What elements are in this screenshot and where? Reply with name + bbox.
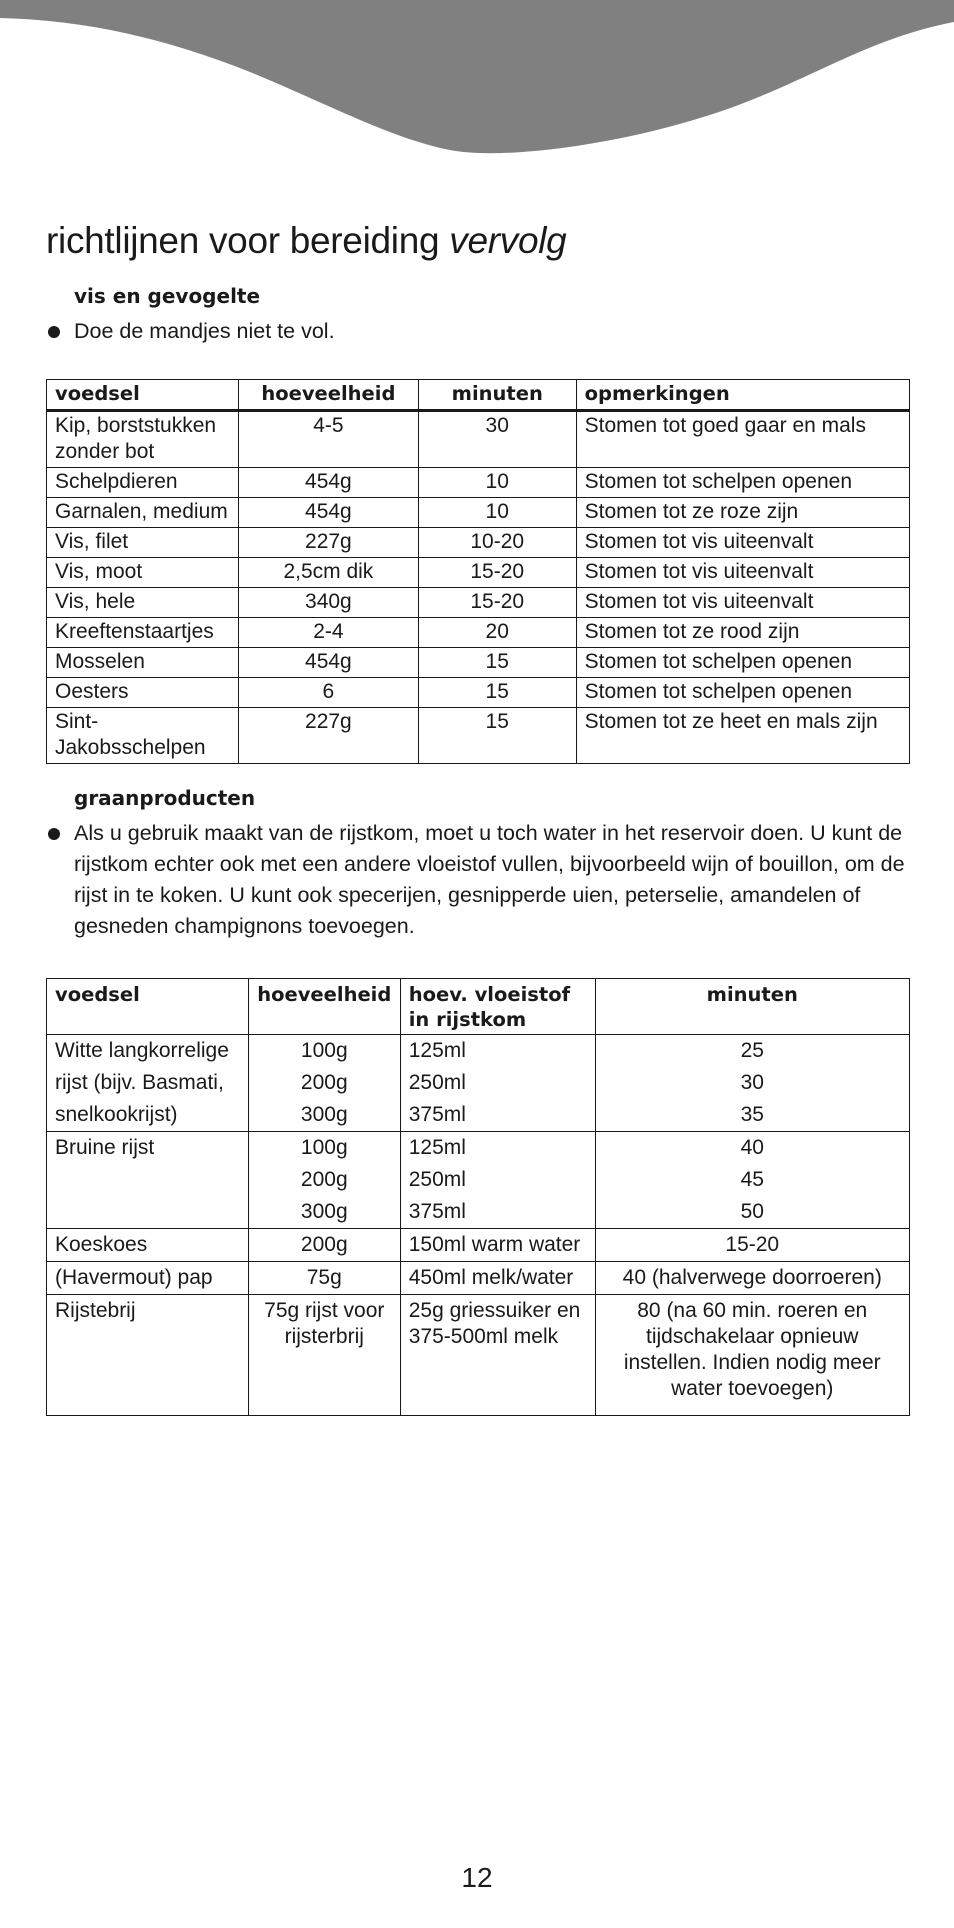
grain-table (46, 978, 910, 1416)
minutes-cell (595, 1035, 910, 1132)
liquid-value: 250ml (408, 1168, 466, 1191)
table-row (47, 708, 910, 764)
liquid-value: 125ml (408, 1039, 466, 1062)
column-header: minuten (595, 979, 910, 1035)
liquid-cell (400, 1132, 595, 1229)
amount-cell: 200g (248, 1229, 400, 1262)
amount-cell (248, 1132, 400, 1229)
grain-bullet-text: Als u gebruik maakt van de rijstkom, moet u toch water in het reservoir doen. U kunt de rijstkom echter ook met een andere vloeistof vullen, bijvoorbeeld wijn of bouillon, om de rijst in te koken. U kunt ook specerijen, gesnipperde uien, peterselie, amandelen of gesneden champignons toevoegen. (74, 821, 905, 938)
column-header: opmerkingen (576, 380, 909, 411)
fish-table (46, 379, 910, 764)
minutes-value: 30 (740, 1071, 764, 1094)
table-header-row (47, 380, 910, 411)
minutes-cell: 15 (418, 648, 576, 678)
amount-cell: 227g (238, 528, 418, 558)
column-header: minuten (418, 380, 576, 411)
table-row (47, 648, 910, 678)
column-header: hoev. vloeistof in rijstkom (400, 979, 595, 1035)
amount-cell: 454g (238, 468, 418, 498)
minutes-cell: 30 (418, 411, 576, 468)
fish-section-heading: vis en gevogelte (74, 284, 261, 308)
minutes-cell: 10-20 (418, 528, 576, 558)
column-header: hoeveelheid (248, 979, 400, 1035)
minutes-cell: 10 (418, 498, 576, 528)
amount-cell: 4-5 (238, 411, 418, 468)
table-row (47, 528, 910, 558)
table-row (47, 1262, 910, 1295)
amount-cell: 454g (238, 498, 418, 528)
liquid-cell: 450ml melk/water (400, 1262, 595, 1295)
table-row (47, 618, 910, 648)
liquid-value: 375ml (408, 1200, 466, 1223)
table-row (47, 1132, 910, 1229)
table-row (47, 678, 910, 708)
amount-value: 300g (300, 1200, 348, 1223)
amount-cell: 340g (238, 588, 418, 618)
remarks-cell: Stomen tot vis uiteenvalt (576, 588, 909, 618)
remarks-cell: Stomen tot goed gaar en mals (576, 411, 909, 468)
minutes-cell (595, 1132, 910, 1229)
minutes-cell: 80 (na 60 min. roeren en tijdschakelaar opnieuw instellen. Indien nodig meer water toevoegen) (595, 1295, 910, 1416)
liquid-value: 375ml (408, 1103, 466, 1126)
food-cell: Witte langkorrelige rijst (bijv. Basmati, snelkookrijst) (47, 1035, 249, 1132)
food-cell: Vis, moot (47, 558, 239, 588)
header-wave-decoration (0, 0, 954, 160)
column-header: voedsel (47, 979, 249, 1035)
amount-cell: 75g rijst voor rijsterbrij (248, 1295, 400, 1416)
column-header: voedsel (47, 380, 239, 411)
amount-cell: 75g (248, 1262, 400, 1295)
amount-cell: 6 (238, 678, 418, 708)
minutes-value: 40 (740, 1136, 764, 1159)
table-row (47, 588, 910, 618)
food-cell: Sint-Jakobsschelpen (47, 708, 239, 764)
title-text: richtlijnen voor bereiding (46, 220, 450, 261)
amount-value: 100g (300, 1136, 348, 1159)
fish-bullet-text: Doe de mandjes niet te vol. (74, 319, 335, 343)
page-content (46, 214, 910, 1416)
table-row (47, 1295, 910, 1416)
food-cell: Mosselen (47, 648, 239, 678)
page-number: 12 (461, 1862, 493, 1893)
food-cell: Kreeftenstaartjes (47, 618, 239, 648)
grain-bullet (46, 818, 910, 942)
title-italic-text: vervolg (449, 220, 567, 261)
amount-cell: 227g (238, 708, 418, 764)
food-cell: Kip, borststukken zonder bot (47, 411, 239, 468)
food-cell: Vis, hele (47, 588, 239, 618)
minutes-cell: 40 (halverwege doorroeren) (595, 1262, 910, 1295)
table-row (47, 1035, 910, 1132)
food-cell: Koeskoes (47, 1229, 249, 1262)
table-row (47, 411, 910, 468)
food-cell: Vis, filet (47, 528, 239, 558)
amount-value: 100g (300, 1039, 348, 1062)
amount-value: 300g (300, 1103, 348, 1126)
table-row (47, 498, 910, 528)
table-row (47, 558, 910, 588)
minutes-cell: 20 (418, 618, 576, 648)
page-title (46, 214, 910, 268)
amount-value: 200g (300, 1071, 348, 1094)
remarks-cell: Stomen tot schelpen openen (576, 648, 909, 678)
amount-cell (248, 1035, 400, 1132)
liquid-value: 250ml (408, 1071, 466, 1094)
liquid-cell: 150ml warm water (400, 1229, 595, 1262)
bullet-dot-icon (48, 326, 60, 338)
remarks-cell: Stomen tot ze rood zijn (576, 618, 909, 648)
minutes-cell: 15 (418, 708, 576, 764)
food-cell: Rijstebrij (47, 1295, 249, 1416)
food-cell: Oesters (47, 678, 239, 708)
amount-cell: 454g (238, 648, 418, 678)
remarks-cell: Stomen tot ze roze zijn (576, 498, 909, 528)
minutes-cell: 15-20 (595, 1229, 910, 1262)
column-header: hoeveelheid (238, 380, 418, 411)
amount-cell: 2-4 (238, 618, 418, 648)
amount-value: 200g (300, 1168, 348, 1191)
liquid-cell: 25g griessuiker en 375-500ml melk (400, 1295, 595, 1416)
minutes-cell: 15-20 (418, 588, 576, 618)
table-header-row (47, 979, 910, 1035)
bullet-dot-icon (48, 828, 60, 840)
remarks-cell: Stomen tot ze heet en mals zijn (576, 708, 909, 764)
liquid-cell (400, 1035, 595, 1132)
minutes-value: 50 (740, 1200, 764, 1223)
table-row (47, 1229, 910, 1262)
minutes-value: 45 (740, 1168, 764, 1191)
food-cell: Bruine rijst (47, 1132, 249, 1229)
remarks-cell: Stomen tot vis uiteenvalt (576, 558, 909, 588)
remarks-cell: Stomen tot schelpen openen (576, 678, 909, 708)
minutes-value: 25 (740, 1039, 764, 1062)
food-cell: Garnalen, medium (47, 498, 239, 528)
remarks-cell: Stomen tot schelpen openen (576, 468, 909, 498)
fish-bullet (46, 316, 910, 347)
food-cell: Schelpdieren (47, 468, 239, 498)
minutes-value: 35 (740, 1103, 764, 1126)
table-row (47, 468, 910, 498)
amount-cell: 2,5cm dik (238, 558, 418, 588)
grain-section-heading: graanproducten (74, 786, 256, 810)
liquid-value: 125ml (408, 1136, 466, 1159)
remarks-cell: Stomen tot vis uiteenvalt (576, 528, 909, 558)
minutes-cell: 15 (418, 678, 576, 708)
food-cell: (Havermout) pap (47, 1262, 249, 1295)
minutes-cell: 15-20 (418, 558, 576, 588)
minutes-cell: 10 (418, 468, 576, 498)
